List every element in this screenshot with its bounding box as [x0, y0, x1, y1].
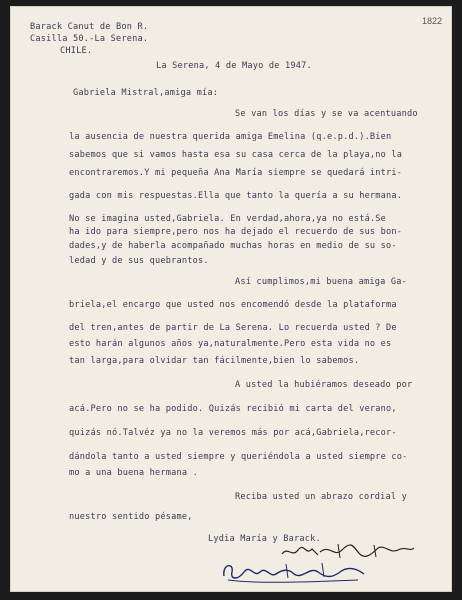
body-line: Así cumplimos,mi buena amiga Ga- [235, 277, 407, 287]
body-line: sabemos que si vamos hasta esa su casa cerca de la playa,no la [69, 150, 403, 160]
body-line: esto harán algunos años ya,naturalmente.Pero esta vida no es [69, 339, 392, 349]
salutation: Gabriela Mistral,amiga mía: [73, 88, 219, 98]
body-line: briela,el encargo que usted nos encomendó desde la plataforma [69, 300, 397, 310]
body-line: quizás nó.Talvéz ya no la veremos más por acá,Gabriela,recor- [69, 428, 397, 438]
lydia-signature [218, 558, 368, 586]
letter-date: La Serena, 4 de Mayo de 1947. [156, 61, 312, 71]
sender-line-3: CHILE. [60, 46, 93, 56]
body-line: ha ido para siempre,pero nos ha dejado el recuerdo de sus bon- [69, 227, 403, 237]
sender-line-2: Casilla 50.-La Serena. [30, 34, 149, 44]
sender-line-1: Barack Canut de Bon R. [30, 22, 149, 32]
body-line: dades,y de haberla acompañado muchas horas en medio de su so- [69, 241, 397, 251]
body-line: A usted la hubiéramos deseado por [235, 380, 413, 390]
body-line: Reciba usted un abrazo cordial y [235, 492, 407, 502]
body-line: gada con mis respuestas.Ella que tanto la quería a su hermana. [69, 191, 403, 201]
body-line: encontraremos.Y mi pequeña Ana María siempre se quedará intri- [69, 168, 403, 178]
body-line: dándola tanto a usted siempre y queriéndola a usted siempre co- [69, 452, 408, 462]
body-line: mo a una buena hermana . [69, 468, 198, 478]
body-line: del tren,antes de partir de La Serena. Lo recuerda usted ? De [69, 323, 397, 333]
body-line: nuestro sentido pésame, [69, 512, 193, 522]
body-line: No se imagina usted,Gabriela. En verdad,ahora,ya no está.Se [69, 214, 387, 224]
body-line: tan larga,para olvidar tan fácilmente,bien lo sabemos. [69, 356, 360, 366]
body-line: acá.Pero no se ha podido. Quizás recibió mi carta del verano, [69, 404, 397, 414]
letter-page [10, 6, 452, 592]
closing-names: Lydia María y Barack. [208, 534, 321, 544]
body-line: la ausencia de nuestra querida amiga Emelina (q.e.p.d.).Bien [69, 132, 392, 142]
body-line: Se van los días y se va acentuando [235, 109, 418, 119]
page-number: 1822 [422, 16, 443, 26]
body-line: ledad y de sus quebrantos. [69, 256, 209, 266]
